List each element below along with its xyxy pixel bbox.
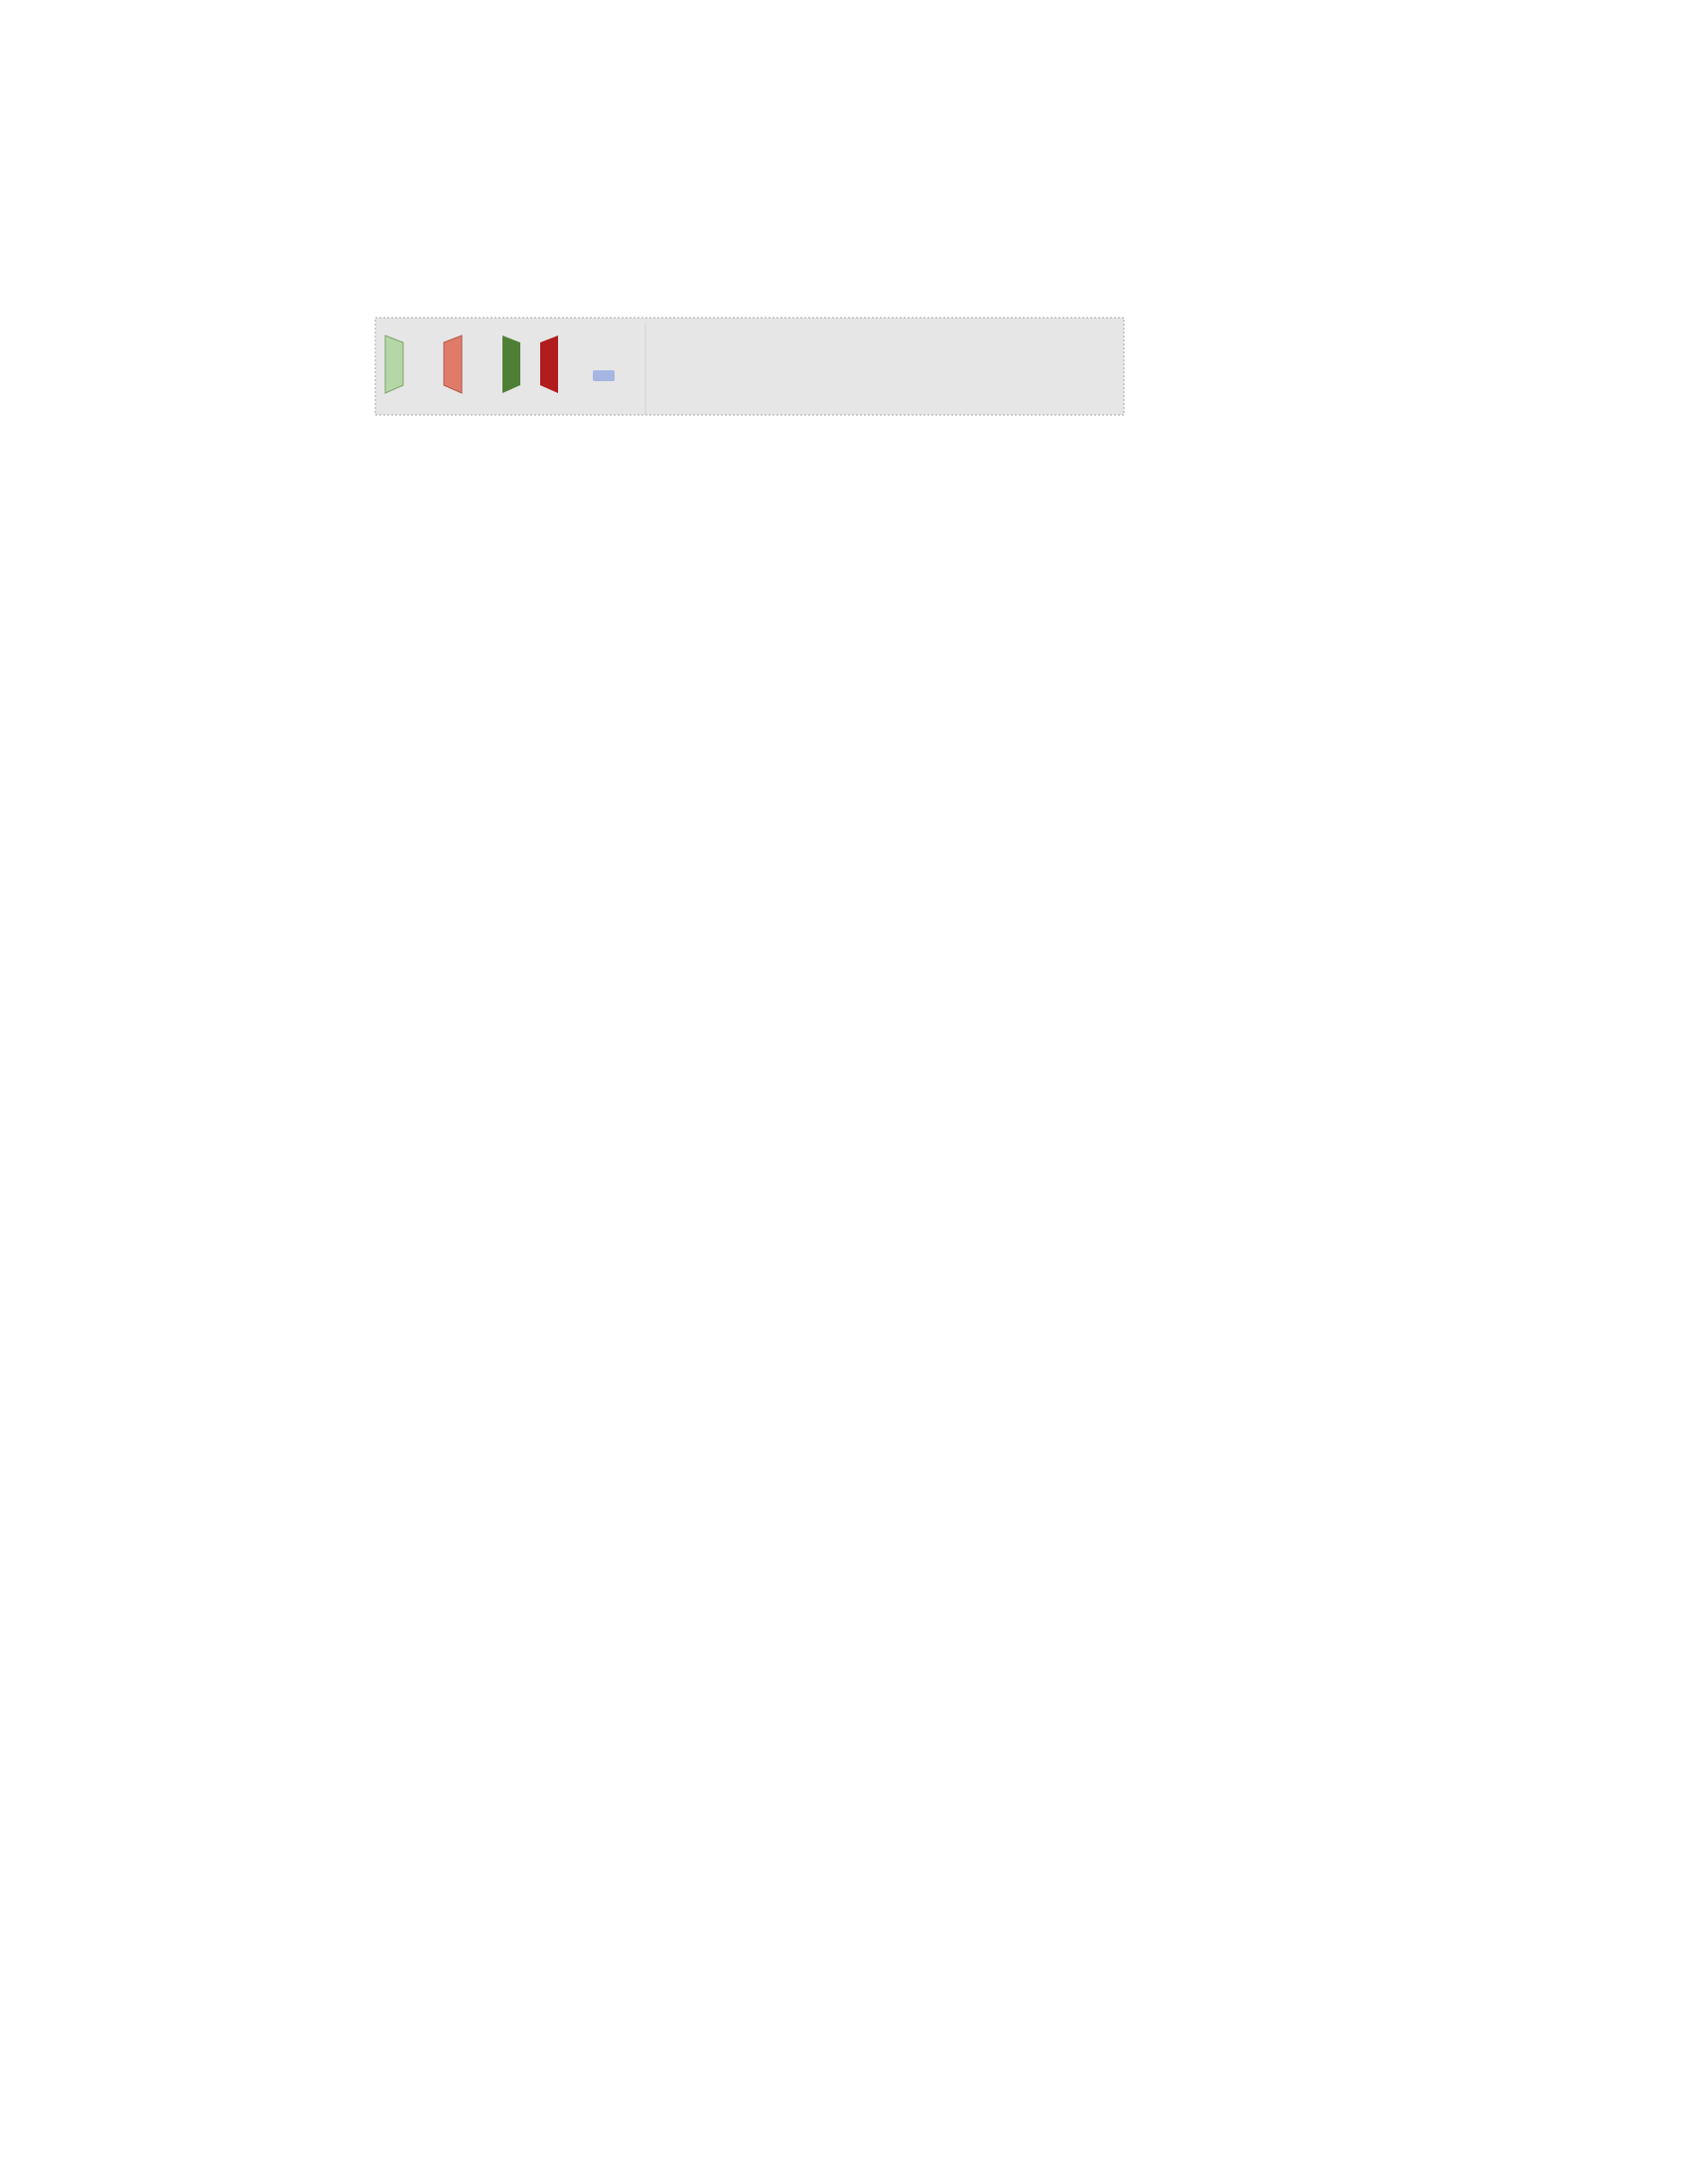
- legend: [375, 318, 1124, 415]
- figure-1: [371, 316, 1329, 713]
